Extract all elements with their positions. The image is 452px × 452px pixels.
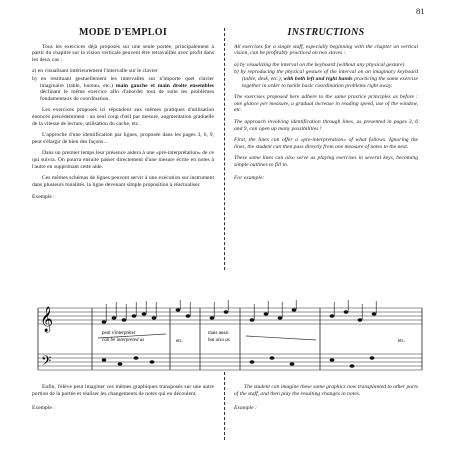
right-paragraph-5: These same lines can also serve as playing exercises in several keys, becoming simple outlines to fill in. [234, 155, 418, 168]
right-paragraph-6: The student can imagine these same graphics now transplanted to other parts of the staff, and then play the resulting changes in notes. [234, 384, 418, 397]
right-item-b-text: b) by reproducing the physical gesture of the interval on an imaginary keyboard (table, desk, etc.), [234, 69, 418, 82]
bass-staff [38, 354, 422, 370]
page-number: 81 [416, 6, 425, 16]
left-example-label: Exemple : [32, 194, 55, 201]
staff-label-2-fr: mais aussi [208, 331, 229, 336]
right-paragraph-1: All exercises for a single staff, especially beginning with the chapter on vertical vision, can be profitably practiced on two staves : [234, 43, 418, 57]
left-paragraph-3: L'approche d'une identification par lignes, proposée dans les pages 3, 6, 9, peut s'élargir de bien des façons… [32, 132, 214, 145]
right-paragraph-2: The exercises proposed here adhere to the same practice principles as before : one glance per measure, a gradual increase in reading speed, use of the window, etc. [234, 94, 418, 114]
right-list [234, 62, 418, 89]
staff-etc-1: etc. [398, 339, 406, 344]
bass-clef-icon: 𝄢 [41, 353, 52, 372]
left-paragraph-4: Dans un premier temps leur présence aidera à une «pré-interprétation» de ce qui suivra. On pourra ensuite passer directement d'une mesure écrite en notes à l'autre en supprimant cette aide. [32, 150, 214, 170]
staff-label-1-fr: peut s'interpréter [102, 331, 136, 336]
right-item-b-bold: with both left and right hands [283, 75, 353, 82]
staff-label-2-en: but also as [208, 338, 230, 343]
left-example-2-label: Exemple : [32, 405, 55, 412]
left-list [32, 68, 214, 102]
left-title: MODE D'EMPLOI [78, 27, 168, 38]
right-title: INSTRUCTIONS [287, 27, 365, 38]
left-column [32, 27, 214, 206]
left-paragraph-5: Ces mêmes schémas de lignes peuvent servir à une exécution sur instrument dans plusieurs tonalités, la ligne devenant simple proposition à réactualiser. [32, 175, 214, 188]
treble-clef-icon: 𝄞 [40, 307, 54, 332]
right-example-label: For example: [234, 174, 265, 181]
column-divider-top [224, 28, 225, 270]
bar-lines [38, 308, 422, 370]
staff-label-1-en: can be interpreted as [102, 338, 145, 343]
left-paragraph-2: Les exercices proposés ici répondent aux mêmes pratiques d'utilisation énoncés précédemment : un seul coup d'œil par mesure, augmentation graduelle de la vitesse de lecture, utilisation du cache, etc. [32, 107, 214, 127]
column-divider-bottom [224, 372, 225, 440]
note-stems [106, 300, 376, 322]
left-item-b-text: b) en restituant gestuellement les intervalles sur n'importe quel clavier imaginaire (table, bureau, etc.) [32, 75, 214, 89]
treble-staff [38, 308, 422, 324]
left-paragraph-1: Tous les exercices déjà proposés sur une seule portée, principalement à partir du chapitre sur la vision verticale peuvent être retravaillés avec profit dans les deux cas : [32, 43, 214, 63]
left-bottom-text [32, 384, 214, 420]
left-item-b [32, 76, 214, 102]
right-item-a: a) by visualizing the interval on the keyboard (without any physical gesture) [234, 61, 405, 68]
music-staff-example [30, 300, 430, 380]
right-item-b-text-end: practicing the same exercise together in order to tackle basic coordination problems right away. [242, 75, 419, 89]
right-paragraph-3: The approach involving identification through lines, as presented in pages 3, 6 and 9, can open up many possibilities ! [234, 118, 418, 132]
left-item-a: a) en visualisant intérieurement l'intervalle sur le clavier [32, 68, 158, 75]
left-paragraph-6: Enfin, l'élève peut imaginer ces mêmes graphiques transposés sur une autre portion de la portée et réaliser les changements de notes qui en découlent. [32, 384, 214, 397]
left-item-b-text-end: déclinant le même exercice afin d'aborder tout de suite les problèmes fondamentaux de coordination. [40, 89, 214, 102]
right-bottom-text [234, 384, 418, 420]
right-item-b [234, 69, 418, 89]
right-example-2-label: Example : [234, 405, 257, 412]
right-column [234, 27, 419, 186]
left-item-b-bold: main gauche et main droite ensembles [115, 82, 214, 89]
staff-etc-2: etc. [176, 339, 184, 344]
right-paragraph-4: First, the lines can offer a «pre-interpretation» of what follows. Ignoring the lines, the student can then pass directly from one measure of notes to the next. [234, 137, 418, 150]
